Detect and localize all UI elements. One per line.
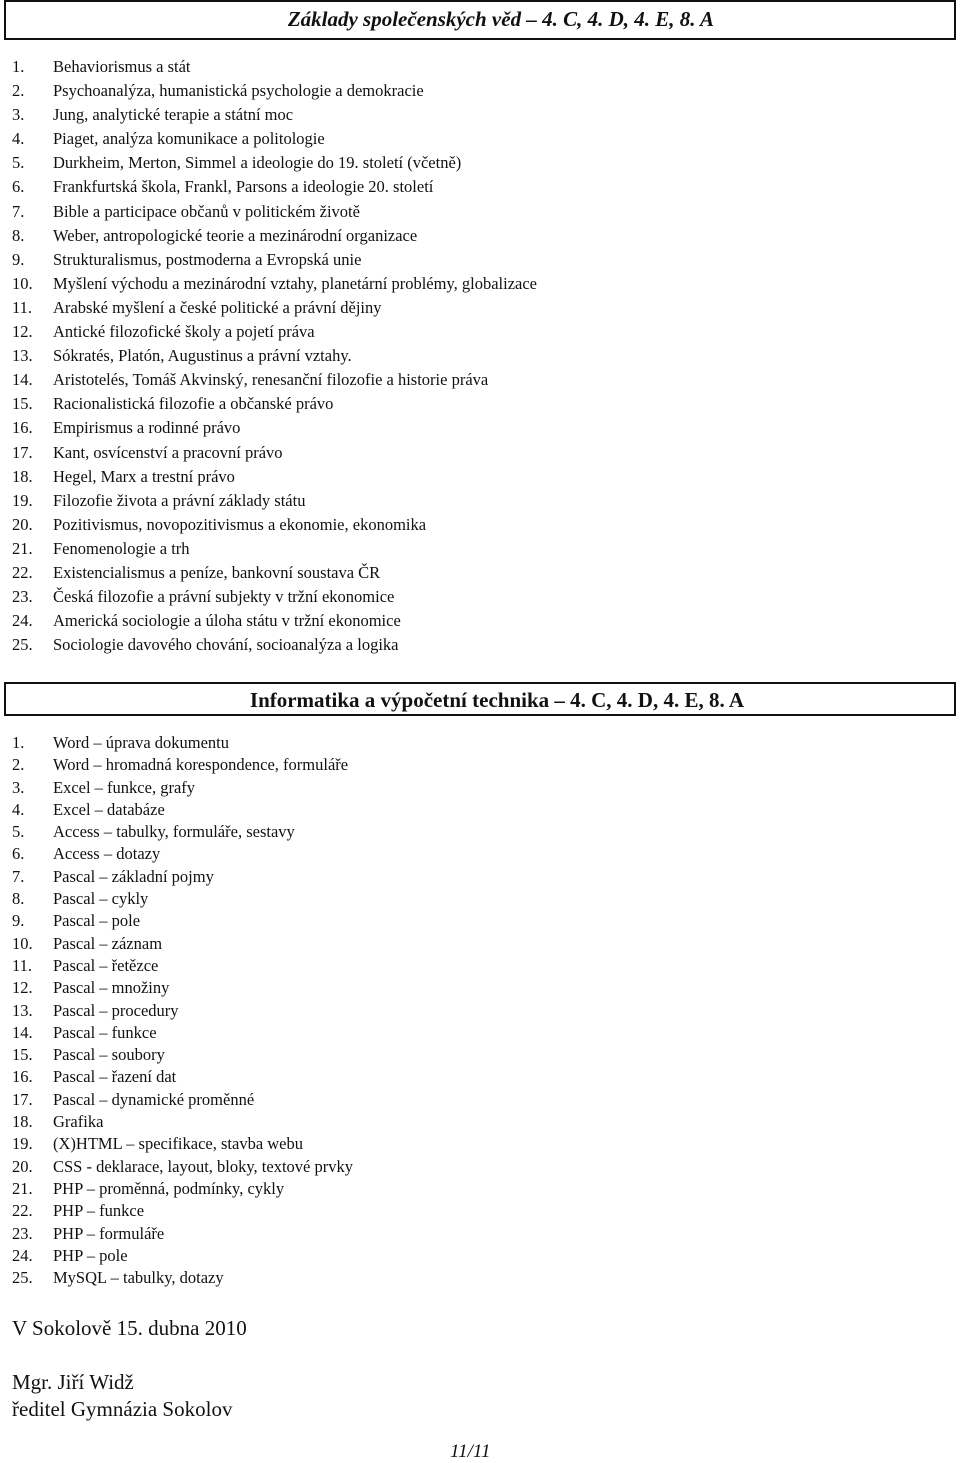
topic-number: 15. <box>12 394 33 414</box>
topic-text: Strukturalismus, postmoderna a Evropská unie <box>53 249 362 269</box>
topic-text: Pascal – pole <box>53 911 141 931</box>
topic-text: Pascal – základní pojmy <box>53 866 214 886</box>
topic-item <box>12 1133 353 1155</box>
topic-number: 8. <box>12 889 25 909</box>
topic-item <box>12 1178 353 1200</box>
topic-item <box>12 79 537 103</box>
topic-text: Pascal – řetězce <box>53 955 159 975</box>
social-sciences-topic-list <box>12 55 537 657</box>
topic-number: 6. <box>12 844 25 864</box>
topic-text: Racionalistická filozofie a občanské právo <box>53 394 334 414</box>
topic-item <box>12 441 537 465</box>
topic-item <box>12 977 353 999</box>
topic-number: 1. <box>12 57 25 76</box>
topic-item <box>12 200 537 224</box>
topic-item <box>12 777 353 799</box>
topic-item <box>12 1156 353 1178</box>
topic-item <box>12 416 537 440</box>
topic-number: 17. <box>12 1089 33 1109</box>
topic-text: Pascal – dynamické proměnné <box>53 1089 255 1109</box>
topic-item <box>12 1267 353 1289</box>
topic-text: Pozitivismus, novopozitivismus a ekonomie, ekonomika <box>53 514 427 534</box>
topic-text: Aristotelés, Tomáš Akvinský, renesanční filozofie a historie práva <box>53 370 489 390</box>
topic-number: 9. <box>12 911 25 931</box>
topic-item <box>12 1044 353 1066</box>
topic-item <box>12 866 353 888</box>
topic-number: 7. <box>12 201 25 221</box>
topic-number: 14. <box>12 1022 33 1042</box>
topic-number: 18. <box>12 1112 33 1132</box>
topic-text: Pascal – funkce <box>53 1022 157 1042</box>
topic-text: PHP – formuláře <box>53 1223 165 1243</box>
topic-number: 13. <box>12 1000 33 1020</box>
topic-text: Arabské myšlení a české politické a právní dějiny <box>53 297 382 317</box>
topic-text: Durkheim, Merton, Simmel a ideologie do 19. století (včetně) <box>53 153 462 173</box>
topic-number: 13. <box>12 346 33 366</box>
topic-text: Empirismus a rodinné právo <box>53 418 241 438</box>
topic-number: 21. <box>12 538 33 558</box>
topic-item <box>12 888 353 910</box>
topic-text: Americká sociologie a úloha státu v tržní ekonomice <box>53 611 401 631</box>
topic-item <box>12 585 537 609</box>
topic-text: Weber, antropologické teorie a mezinárodní organizace <box>53 225 418 245</box>
topic-item <box>12 465 537 489</box>
topic-number: 21. <box>12 1178 33 1198</box>
topic-text: Frankfurtská škola, Frankl, Parsons a ideologie 20. století <box>53 177 434 197</box>
topic-text: MySQL – tabulky, dotazy <box>53 1268 224 1288</box>
topic-text: Pascal – záznam <box>53 933 163 953</box>
topic-number: 4. <box>12 129 25 149</box>
topic-text: Piaget, analýza komunikace a politologie <box>53 129 325 149</box>
topic-text: Myšlení východu a mezinárodní vztahy, planetární problémy, globalizace <box>53 273 537 293</box>
topic-text: Česká filozofie a právní subjekty v tržní ekonomice <box>53 587 395 607</box>
topic-number: 16. <box>12 418 33 438</box>
topic-number: 12. <box>12 978 33 998</box>
topic-text: Bible a participace občanů v politickém životě <box>53 201 360 221</box>
topic-number: 11. <box>12 297 33 317</box>
topic-item <box>12 1111 353 1133</box>
topic-number: 22. <box>12 562 33 582</box>
topic-item <box>12 151 537 175</box>
topic-item <box>12 1089 353 1111</box>
topic-text: Access – tabulky, formuláře, sestavy <box>53 822 295 842</box>
topic-text: Pascal – řazení dat <box>53 1067 177 1087</box>
topic-item <box>12 127 537 151</box>
topic-text: Pascal – procedury <box>53 1000 179 1020</box>
page-number: 11/11 <box>450 1441 491 1462</box>
topic-item <box>12 1066 353 1088</box>
topic-text: Access – dotazy <box>53 844 161 864</box>
topic-number: 20. <box>12 514 33 534</box>
topic-item <box>12 1200 353 1222</box>
topic-item <box>12 175 537 199</box>
topic-text: PHP – funkce <box>53 1201 145 1221</box>
topic-text: Behaviorismus a stát <box>53 57 191 76</box>
topic-item <box>12 1223 353 1245</box>
topic-number: 23. <box>12 587 33 607</box>
topic-text: Grafika <box>53 1112 104 1132</box>
topic-number: 11. <box>12 955 33 975</box>
topic-item <box>12 633 537 657</box>
topic-number: 5. <box>12 822 25 842</box>
topic-text: Excel – databáze <box>53 799 165 819</box>
topic-item <box>12 754 353 776</box>
topic-text: Pascal – soubory <box>53 1045 165 1065</box>
topic-text: Jung, analytické terapie a státní moc <box>53 105 294 125</box>
topic-item <box>12 910 353 932</box>
topic-number: 14. <box>12 370 33 390</box>
social-sciences-heading: Základy společenských věd – 4. C, 4. D, 4. E, 8. A <box>287 7 714 31</box>
topic-number: 17. <box>12 442 33 462</box>
topic-text: Hegel, Marx a trestní právo <box>53 466 235 486</box>
topic-number: 2. <box>12 755 25 775</box>
topic-number: 25. <box>12 635 33 655</box>
topic-item <box>12 1000 353 1022</box>
topic-item <box>12 1022 353 1044</box>
topic-number: 10. <box>12 933 33 953</box>
topic-number: 9. <box>12 249 25 269</box>
topic-text: Pascal – množiny <box>53 978 170 998</box>
topic-number: 6. <box>12 177 25 197</box>
topic-item <box>12 489 537 513</box>
topic-text: Fenomenologie a trh <box>53 538 190 558</box>
topic-text: Excel – funkce, grafy <box>53 777 196 797</box>
topic-text: Sókratés, Platón, Augustinus a právní vztahy. <box>53 346 352 366</box>
topic-item <box>12 248 537 272</box>
topic-number: 24. <box>12 1245 33 1265</box>
topic-text: Existencialismus a peníze, bankovní soustava ČR <box>53 562 381 582</box>
topic-text: Sociologie davového chování, socioanalýza a logika <box>53 635 399 655</box>
informatics-heading: Informatika a výpočetní technika – 4. C, 4. D, 4. E, 8. A <box>249 688 744 712</box>
topic-number: 19. <box>12 1134 33 1154</box>
topic-item <box>12 296 537 320</box>
topic-text: Filozofie života a právní základy státu <box>53 490 306 510</box>
topic-number: 4. <box>12 799 25 819</box>
social-sciences-heading-box <box>4 0 956 40</box>
topic-item <box>12 821 353 843</box>
topic-item <box>12 537 537 561</box>
topic-text: (X)HTML – specifikace, stavba webu <box>53 1134 304 1154</box>
topic-text: PHP – proměnná, podmínky, cykly <box>53 1178 285 1198</box>
topic-item <box>12 368 537 392</box>
topic-number: 7. <box>12 866 25 886</box>
informatics-topic-list <box>12 732 353 1289</box>
topic-number: 24. <box>12 611 33 631</box>
topic-text: Antické filozofické školy a pojetí práva <box>53 322 315 342</box>
topic-number: 16. <box>12 1067 33 1087</box>
topic-text: Word – hromadná korespondence, formuláře <box>53 755 349 775</box>
topic-item <box>12 320 537 344</box>
topic-text: Word – úprava dokumentu <box>53 733 230 752</box>
topic-number: 1. <box>12 733 25 752</box>
topic-number: 2. <box>12 81 25 101</box>
topic-item <box>12 561 537 585</box>
topic-item <box>12 392 537 416</box>
topic-number: 10. <box>12 273 33 293</box>
topic-number: 3. <box>12 105 25 125</box>
topic-number: 20. <box>12 1156 33 1176</box>
topic-number: 19. <box>12 490 33 510</box>
topic-item <box>12 272 537 296</box>
topic-number: 23. <box>12 1223 33 1243</box>
topic-item <box>12 732 353 754</box>
informatics-heading-box <box>4 682 956 716</box>
topic-number: 25. <box>12 1268 33 1288</box>
place-and-date: V Sokolově 15. dubna 2010 <box>12 1316 247 1340</box>
topic-item <box>12 55 537 79</box>
topic-text: Pascal – cykly <box>53 889 149 909</box>
topic-item <box>12 1245 353 1267</box>
topic-item <box>12 103 537 127</box>
topic-number: 5. <box>12 153 25 173</box>
topic-item <box>12 344 537 368</box>
topic-text: Psychoanalýza, humanistická psychologie a demokracie <box>53 81 424 101</box>
topic-number: 15. <box>12 1045 33 1065</box>
topic-item <box>12 513 537 537</box>
signer-title: ředitel Gymnázia Sokolov <box>12 1397 233 1421</box>
topic-number: 3. <box>12 777 25 797</box>
topic-item <box>12 843 353 865</box>
topic-number: 22. <box>12 1201 33 1221</box>
topic-item <box>12 933 353 955</box>
topic-item <box>12 955 353 977</box>
topic-item <box>12 224 537 248</box>
topic-number: 12. <box>12 322 33 342</box>
topic-text: CSS - deklarace, layout, bloky, textové prvky <box>53 1156 353 1176</box>
topic-number: 8. <box>12 225 25 245</box>
topic-number: 18. <box>12 466 33 486</box>
topic-text: PHP – pole <box>53 1245 128 1265</box>
topic-text: Kant, osvícenství a pracovní právo <box>53 442 283 462</box>
signer-name: Mgr. Jiří Widž <box>12 1370 134 1394</box>
topic-item <box>12 799 353 821</box>
topic-item <box>12 609 537 633</box>
